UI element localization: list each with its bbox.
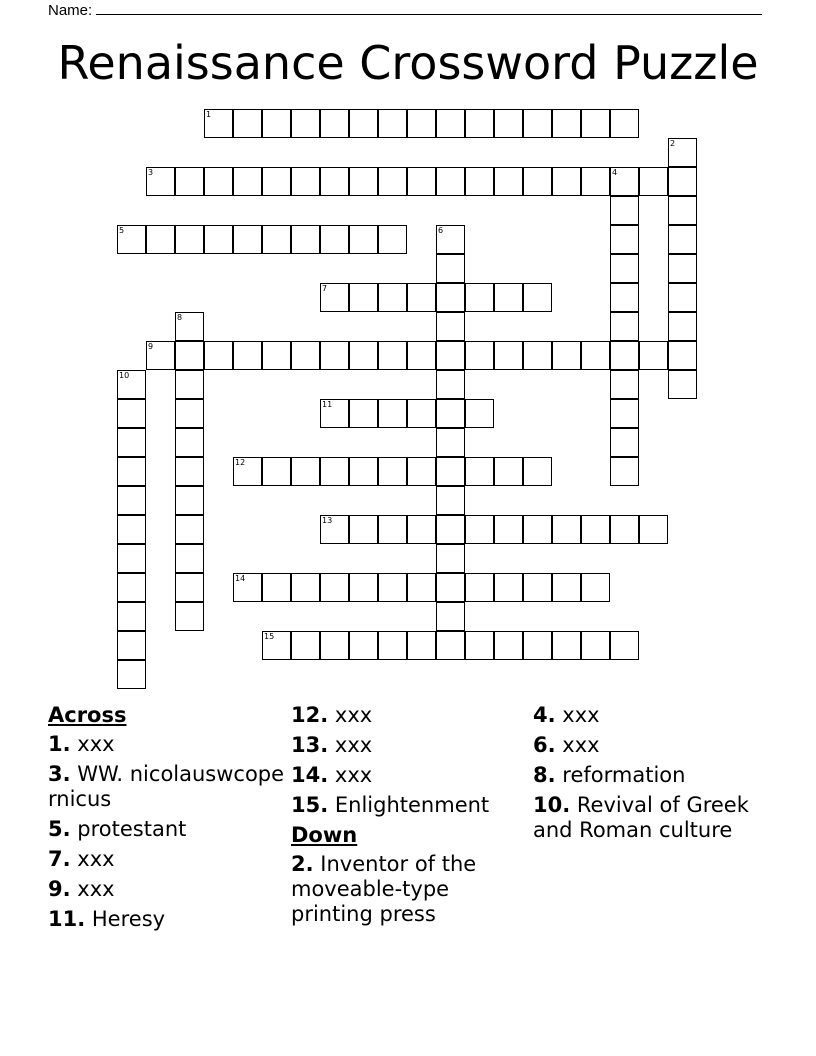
grid-cell[interactable] [262,341,291,370]
grid-cell[interactable] [610,225,639,254]
grid-cell[interactable] [291,341,320,370]
grid-cell[interactable] [668,370,697,399]
grid-cell[interactable] [320,225,349,254]
grid-cell[interactable] [436,167,465,196]
grid-cell[interactable] [117,428,146,457]
grid-cell[interactable] [581,167,610,196]
grid-cell[interactable] [436,457,465,486]
grid-cell[interactable] [378,457,407,486]
grid-cell[interactable] [262,109,291,138]
grid-cell[interactable] [378,167,407,196]
clue-across-7: 7. xxx [48,847,115,871]
grid-cell[interactable] [523,457,552,486]
grid-cell[interactable] [610,312,639,341]
grid-cell[interactable] [262,225,291,254]
grid-cell[interactable] [204,167,233,196]
clue-down-2: 2. Inventor of the moveable-type printing press [291,852,477,926]
grid-cell[interactable] [262,457,291,486]
grid-cell[interactable] [349,109,378,138]
grid-cell[interactable] [639,341,668,370]
grid-cell[interactable] [262,573,291,602]
grid-cell[interactable] [320,631,349,660]
grid-cell[interactable] [233,573,262,602]
cell-number: 8 [177,313,183,322]
grid-cell[interactable] [117,631,146,660]
grid-cell[interactable] [639,515,668,544]
grid-cell[interactable] [523,109,552,138]
grid-cell[interactable] [581,631,610,660]
clue-across-15: 15. Enlightenment [291,793,490,817]
grid-cell[interactable] [610,109,639,138]
grid-cell[interactable] [436,602,465,631]
grid-cell[interactable] [175,573,204,602]
grid-cell[interactable] [465,283,494,312]
grid-cell[interactable] [175,167,204,196]
grid-cell[interactable] [668,225,697,254]
grid-cell[interactable] [494,167,523,196]
grid-cell[interactable] [523,167,552,196]
grid-cell[interactable] [349,225,378,254]
grid-cell[interactable] [320,283,349,312]
grid-cell[interactable] [320,399,349,428]
grid-cell[interactable] [436,399,465,428]
grid-cell[interactable] [552,515,581,544]
grid-cell[interactable] [291,225,320,254]
grid-cell[interactable] [610,457,639,486]
grid-cell[interactable] [523,631,552,660]
grid-cell[interactable] [175,370,204,399]
grid-cell[interactable] [494,573,523,602]
grid-cell[interactable] [465,515,494,544]
grid-cell[interactable] [465,573,494,602]
grid-cell[interactable] [146,167,175,196]
grid-cell[interactable] [349,457,378,486]
grid-cell[interactable] [494,341,523,370]
grid-cell[interactable] [349,631,378,660]
grid-cell[interactable] [349,341,378,370]
cell-number: 14 [235,574,246,583]
clue-across-12: 12. xxx [291,703,373,727]
grid-cell[interactable] [378,283,407,312]
grid-cell[interactable] [668,138,697,167]
grid-cell[interactable] [320,109,349,138]
cell-number: 7 [322,284,328,293]
grid-cell[interactable] [291,573,320,602]
grid-cell[interactable] [117,486,146,515]
grid-cell[interactable] [465,399,494,428]
grid-cell[interactable] [436,428,465,457]
grid-cell[interactable] [407,457,436,486]
grid-cell[interactable] [552,109,581,138]
grid-cell[interactable] [407,283,436,312]
grid-cell[interactable] [291,167,320,196]
cell-number: 2 [670,139,676,148]
grid-cell[interactable] [175,457,204,486]
grid-cell[interactable] [175,428,204,457]
clue-down-6: 6. xxx [533,733,600,757]
grid-cell[interactable] [378,515,407,544]
grid-cell[interactable] [436,109,465,138]
clue-down-10: 10. Revival of Greek and Roman culture [533,793,749,842]
grid-cell[interactable] [523,515,552,544]
grid-cell[interactable] [552,631,581,660]
grid-cell[interactable] [668,196,697,225]
grid-cell[interactable] [668,254,697,283]
grid-cell[interactable] [581,515,610,544]
grid-cell[interactable] [523,283,552,312]
grid-cell[interactable] [233,341,262,370]
grid-cell[interactable] [204,109,233,138]
grid-cell[interactable] [175,399,204,428]
grid-cell[interactable] [320,515,349,544]
grid-cell[interactable] [320,341,349,370]
cell-number: 6 [438,226,444,235]
grid-cell[interactable] [407,341,436,370]
grid-cell[interactable] [146,225,175,254]
grid-cell[interactable] [494,515,523,544]
cell-number: 10 [119,371,130,380]
grid-cell[interactable] [117,225,146,254]
grid-cell[interactable] [581,573,610,602]
grid-cell[interactable] [117,544,146,573]
grid-cell[interactable] [668,167,697,196]
grid-cell[interactable] [639,167,668,196]
grid-cell[interactable] [233,225,262,254]
grid-cell[interactable] [465,457,494,486]
grid-cell[interactable] [117,660,146,689]
name-label: Name: [48,2,93,19]
grid-cell[interactable] [204,225,233,254]
grid-cell[interactable] [407,399,436,428]
clue-across-1: 1. xxx [48,732,115,756]
cell-number: 15 [264,632,275,641]
grid-cell[interactable] [175,225,204,254]
grid-cell[interactable] [436,312,465,341]
grid-cell[interactable] [320,573,349,602]
grid-cell[interactable] [436,515,465,544]
grid-cell[interactable] [610,341,639,370]
grid-cell[interactable] [465,167,494,196]
grid-cell[interactable] [494,631,523,660]
across-heading: Across [48,703,127,727]
grid-cell[interactable] [407,573,436,602]
grid-cell[interactable] [668,341,697,370]
page-title: Renaissance Crossword Puzzle [57,36,759,90]
grid-cell[interactable] [175,312,204,341]
grid-cell[interactable] [610,515,639,544]
grid-cell[interactable] [349,167,378,196]
clue-down-4: 4. xxx [533,703,600,727]
grid-cell[interactable] [552,341,581,370]
clues-column-3 [533,703,763,848]
grid-cell[interactable] [378,109,407,138]
cell-number: 12 [235,458,246,467]
cell-number: 5 [119,226,125,235]
grid-cell[interactable] [407,631,436,660]
grid-cell[interactable] [494,457,523,486]
grid-cell[interactable] [494,109,523,138]
grid-cell[interactable] [117,573,146,602]
grid-cell[interactable] [291,631,320,660]
grid-cell[interactable] [378,399,407,428]
grid-cell[interactable] [349,283,378,312]
grid-cell[interactable] [523,573,552,602]
grid-cell[interactable] [117,602,146,631]
grid-cell[interactable] [465,341,494,370]
grid-cell[interactable] [320,457,349,486]
grid-cell[interactable] [465,109,494,138]
grid-cell[interactable] [436,225,465,254]
grid-cell[interactable] [262,631,291,660]
grid-cell[interactable] [407,167,436,196]
down-heading: Down [291,823,358,847]
grid-cell[interactable] [407,109,436,138]
grid-cell[interactable] [610,283,639,312]
grid-cell[interactable] [436,544,465,573]
grid-cell[interactable] [436,341,465,370]
grid-cell[interactable] [320,167,349,196]
grid-cell[interactable] [523,341,552,370]
grid-cell[interactable] [436,283,465,312]
clues-column-2 [291,703,526,932]
grid-cell[interactable] [436,370,465,399]
grid-cell[interactable] [436,631,465,660]
grid-cell[interactable] [349,515,378,544]
grid-cell[interactable] [436,486,465,515]
grid-cell[interactable] [465,631,494,660]
cell-number: 4 [612,168,618,177]
grid-cell[interactable] [117,399,146,428]
grid-cell[interactable] [668,312,697,341]
clue-across-3: 3. WW. nicolauswcopernicus [48,762,285,811]
grid-cell[interactable] [552,167,581,196]
cell-number: 3 [148,168,154,177]
grid-cell[interactable] [146,341,175,370]
grid-cell[interactable] [117,457,146,486]
grid-cell[interactable] [581,341,610,370]
grid-cell[interactable] [610,399,639,428]
clue-across-14: 14. xxx [291,763,373,787]
grid-cell[interactable] [349,573,378,602]
grid-cell[interactable] [378,341,407,370]
grid-cell[interactable] [233,167,262,196]
grid-cell[interactable] [581,109,610,138]
grid-cell[interactable] [436,573,465,602]
grid-cell[interactable] [610,254,639,283]
grid-cell[interactable] [175,602,204,631]
grid-cell[interactable] [610,370,639,399]
clue-across-11: 11. Heresy [48,907,166,931]
grid-cell[interactable] [610,167,639,196]
grid-cell[interactable] [610,428,639,457]
clue-across-13: 13. xxx [291,733,373,757]
grid-cell[interactable] [378,225,407,254]
grid-cell[interactable] [378,573,407,602]
grid-cell[interactable] [175,515,204,544]
grid-cell[interactable] [610,631,639,660]
grid-cell[interactable] [117,370,146,399]
grid-cell[interactable] [175,486,204,515]
grid-cell[interactable] [407,515,436,544]
grid-cell[interactable] [262,167,291,196]
cell-number: 11 [322,400,333,409]
clue-across-9: 9. xxx [48,877,115,901]
clue-down-8: 8. reformation [533,763,686,787]
grid-cell[interactable] [175,544,204,573]
grid-cell[interactable] [175,341,204,370]
clues-column-1 [48,703,288,937]
grid-cell[interactable] [610,196,639,225]
grid-cell[interactable] [378,631,407,660]
grid-cell[interactable] [233,457,262,486]
grid-cell[interactable] [117,515,146,544]
grid-cell[interactable] [204,341,233,370]
cell-number: 13 [322,516,333,525]
grid-cell[interactable] [291,109,320,138]
grid-cell[interactable] [233,109,262,138]
grid-cell[interactable] [349,399,378,428]
cell-number: 1 [206,110,212,119]
clue-across-5: 5. protestant [48,817,187,841]
grid-cell[interactable] [291,457,320,486]
grid-cell[interactable] [552,573,581,602]
grid-cell[interactable] [668,283,697,312]
cell-number: 9 [148,342,154,351]
grid-cell[interactable] [494,283,523,312]
grid-cell[interactable] [436,254,465,283]
